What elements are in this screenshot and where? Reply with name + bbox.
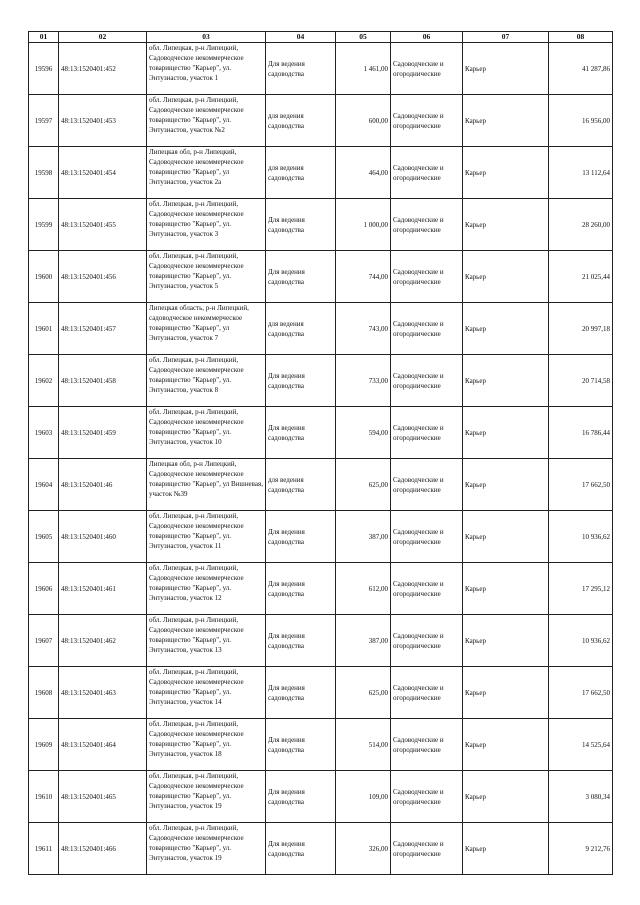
cell-permitted-use: Для ведения садоводства [266,719,336,771]
cell-land-category: Садоводческие и огороднические [391,303,463,355]
table-header [29,32,613,43]
cell-cadastral-value: 13 112,64 [549,147,613,199]
cell-address [147,667,266,719]
cell-zone-name: Карьер [463,43,549,95]
cell-cadastral-number: 48:13:1520401:460 [59,511,147,563]
cell-cadastral-number: 48:13:1520401:454 [59,147,147,199]
cell-zone-name: Карьер [463,459,549,511]
cell-zone-name: Карьер [463,719,549,771]
table-row [29,355,613,407]
cell-cadastral-value: 17 295,12 [549,563,613,615]
land-registry-table [28,31,613,875]
table-row [29,199,613,251]
cell-permitted-use: Для ведения садоводства [266,43,336,95]
cell-permitted-use: Для ведения садоводства [266,563,336,615]
cell-permitted-use: для ведения садоводства [266,147,336,199]
table-row [29,95,613,147]
cell-cadastral-number: 48:13:1520401:461 [59,563,147,615]
cell-area: 600,00 [336,95,391,147]
cell-area: 1 461,00 [336,43,391,95]
address-text: обл. Липецкая, р-н Липецкий, Садоводческое некоммерческое товарищество "Карьер", ул. Энтузиастов, участок 13 [149,616,244,654]
cell-land-category: Садоводческие и огороднические [391,667,463,719]
cell-address [147,407,266,459]
cell-zone-name: Карьер [463,823,549,875]
table-row [29,563,613,615]
cell-cadastral-number: 48:13:1520401:464 [59,719,147,771]
cell-area: 387,00 [336,615,391,667]
address-text: обл. Липецкая, р-н Липецкий, Садоводческое некоммерческое товарищество "Карьер", ул. Энтузиастов, участок 11 [149,512,244,550]
address-text: обл. Липецкая, р-н Липецкий, Садоводческое некоммерческое товарищество "Карьер", ул. Энтузиастов, участок 14 [149,668,244,706]
cell-land-category: Садоводческие и огороднические [391,511,463,563]
cell-area: 387,00 [336,511,391,563]
cell-zone-name: Карьер [463,563,549,615]
cell-permitted-use: Для ведения садоводства [266,667,336,719]
address-text: обл. Липецкая, р-н Липецкий, Садоводческое некоммерческое товарищество "Карьер", ул. Энтузиастов, участок 8 [149,356,244,394]
cell-permitted-use: Для ведения садоводства [266,511,336,563]
cell-land-category: Садоводческие и огороднические [391,199,463,251]
cell-cadastral-number: 48:13:1520401:459 [59,407,147,459]
cell-cadastral-number: 48:13:1520401:455 [59,199,147,251]
cell-row-number: 19609 [29,719,59,771]
table-row [29,147,613,199]
cell-address [147,95,266,147]
cell-zone-name: Карьер [463,95,549,147]
cell-cadastral-value: 16 786,44 [549,407,613,459]
address-text: Липецкая обл, р-н Липецкий, Садоводческое некоммерческое товарищество "Карьер", ул Энтузиастов, участок 2а [149,148,244,186]
cell-cadastral-value: 3 080,34 [549,771,613,823]
cell-permitted-use: Для ведения садоводства [266,615,336,667]
cell-permitted-use: Для ведения садоводства [266,251,336,303]
address-text: обл. Липецкая, р-н Липецкий, Садоводческое некоммерческое товарищество "Карьер", ул. Энтузиастов, участок 19 [149,772,244,810]
cell-row-number: 19607 [29,615,59,667]
cell-area: 464,00 [336,147,391,199]
cell-cadastral-value: 41 287,86 [549,43,613,95]
cell-permitted-use: для ведения садоводства [266,303,336,355]
cell-cadastral-value: 21 025,44 [549,251,613,303]
cell-address [147,199,266,251]
cell-permitted-use: Для ведения садоводства [266,199,336,251]
cell-zone-name: Карьер [463,407,549,459]
cell-area: 744,00 [336,251,391,303]
cell-row-number: 19600 [29,251,59,303]
cell-row-number: 19608 [29,667,59,719]
cell-area: 625,00 [336,667,391,719]
cell-row-number: 19610 [29,771,59,823]
cell-area: 594,00 [336,407,391,459]
cell-land-category: Садоводческие и огороднические [391,563,463,615]
cell-cadastral-number: 48:13:1520401:463 [59,667,147,719]
cell-cadastral-number: 48:13:1520401:465 [59,771,147,823]
cell-land-category: Садоводческие и огороднические [391,147,463,199]
cell-land-category: Садоводческие и огороднические [391,355,463,407]
cell-cadastral-value: 20 997,18 [549,303,613,355]
cell-permitted-use: Для ведения садоводства [266,771,336,823]
cell-cadastral-value: 14 525,64 [549,719,613,771]
cell-row-number: 19596 [29,43,59,95]
cell-cadastral-number: 48:13:1520401:466 [59,823,147,875]
cell-area: 733,00 [336,355,391,407]
cell-area: 326,00 [336,823,391,875]
cell-cadastral-value: 10 936,62 [549,511,613,563]
cell-address [147,459,266,511]
cell-land-category: Садоводческие и огороднические [391,407,463,459]
cell-zone-name: Карьер [463,771,549,823]
header-col-06: 06 [391,32,463,43]
cell-cadastral-value: 10 936,62 [549,615,613,667]
table-row [29,303,613,355]
cell-land-category: Садоводческие и огороднические [391,823,463,875]
table-row [29,43,613,95]
table-row [29,459,613,511]
cell-row-number: 19604 [29,459,59,511]
cell-cadastral-value: 9 212,76 [549,823,613,875]
cell-area: 1 000,00 [336,199,391,251]
cell-cadastral-number: 48:13:1520401:462 [59,615,147,667]
cell-address [147,147,266,199]
cell-land-category: Садоводческие и огороднические [391,719,463,771]
address-text: обл. Липецкая, р-н Липецкий, Садоводческое некоммерческое товарищество "Карьер", ул. Энтузиастов, участок 3 [149,200,244,238]
address-text: обл. Липецкая, р-н Липецкий, Садоводческое некоммерческое товарищество "Карьер", ул. Энтузиастов, участок 5 [149,252,244,290]
cell-zone-name: Карьер [463,303,549,355]
cell-cadastral-number: 48:13:1520401:453 [59,95,147,147]
cell-land-category: Садоводческие и огороднические [391,615,463,667]
table-row [29,719,613,771]
cell-area: 514,00 [336,719,391,771]
address-text: Липецкая обл, р-н Липецкий, Садоводческое некоммерческое товарищество "Карьер", ул Вишневая, участок №39 [149,460,263,498]
cell-row-number: 19603 [29,407,59,459]
cell-permitted-use: Для ведения садоводства [266,823,336,875]
cell-permitted-use: для ведения садоводства [266,459,336,511]
cell-land-category: Садоводческие и огороднические [391,95,463,147]
cell-area: 612,00 [336,563,391,615]
address-text: Липецкая область, р-н Липецкий, садоводческое некоммерческое товарищество "Карьер", ул Энтузиастов, участок 7 [149,304,249,342]
cell-zone-name: Карьер [463,251,549,303]
cell-address [147,355,266,407]
cell-zone-name: Карьер [463,615,549,667]
table-row [29,251,613,303]
table-row [29,667,613,719]
cell-zone-name: Карьер [463,511,549,563]
cell-address [147,303,266,355]
header-col-07: 07 [463,32,549,43]
cell-address [147,615,266,667]
header-col-04: 04 [266,32,336,43]
cell-area: 109,00 [336,771,391,823]
cell-row-number: 19601 [29,303,59,355]
address-text: обл. Липецкая, р-н Липецкий, Садоводческое некоммерческое товарищество "Карьер", ул. Энтузиастов, участок 19 [149,824,244,862]
address-text: обл. Липецкая, р-н Липецкий, Садоводческое некоммерческое товарищество "Карьер", ул. Энтузиастов, участок 1 [149,44,244,82]
cell-land-category: Садоводческие и огороднические [391,771,463,823]
cell-row-number: 19598 [29,147,59,199]
cell-area: 743,00 [336,303,391,355]
cell-cadastral-value: 28 260,00 [549,199,613,251]
cell-address [147,511,266,563]
cell-cadastral-number: 48:13:1520401:458 [59,355,147,407]
cell-zone-name: Карьер [463,147,549,199]
cell-zone-name: Карьер [463,355,549,407]
cell-permitted-use: Для ведения садоводства [266,407,336,459]
cell-address [147,251,266,303]
cell-land-category: Садоводческие и огороднические [391,43,463,95]
header-row [29,32,613,43]
cell-cadastral-value: 17 662,50 [549,667,613,719]
cell-cadastral-value: 17 662,50 [549,459,613,511]
cell-land-category: Садоводческие и огороднические [391,251,463,303]
address-text: обл. Липецкая, р-н Липецкий, Садоводческое некоммерческое товарищество "Карьер", ул. Энтузиастов, участок №2 [149,96,244,134]
cell-row-number: 19597 [29,95,59,147]
cell-address [147,43,266,95]
header-col-02: 02 [59,32,147,43]
address-text: обл. Липецкая, р-н Липецкий, Садоводческое некоммерческое товарищество "Карьер", ул. Энтузиастов, участок 18 [149,720,244,758]
table-body [29,43,613,875]
cell-address [147,771,266,823]
header-col-08: 08 [549,32,613,43]
cell-land-category: Садоводческие и огороднические [391,459,463,511]
cell-cadastral-number: 48:13:1520401:452 [59,43,147,95]
cell-row-number: 19599 [29,199,59,251]
cell-address [147,563,266,615]
table-row [29,511,613,563]
cell-cadastral-number: 48:13:1520401:456 [59,251,147,303]
header-col-05: 05 [336,32,391,43]
cell-row-number: 19605 [29,511,59,563]
cell-cadastral-number: 48:13:1520401:457 [59,303,147,355]
cell-row-number: 19602 [29,355,59,407]
header-col-01: 01 [29,32,59,43]
cell-address [147,719,266,771]
cell-zone-name: Карьер [463,199,549,251]
cell-cadastral-value: 16 956,00 [549,95,613,147]
cell-permitted-use: Для ведения садоводства [266,355,336,407]
cell-zone-name: Карьер [463,667,549,719]
table-row [29,615,613,667]
table-row [29,407,613,459]
cell-permitted-use: для ведения садоводства [266,95,336,147]
cell-cadastral-number: 48:13:1520401:46 [59,459,147,511]
header-col-03: 03 [147,32,266,43]
cell-area: 625,00 [336,459,391,511]
table-row [29,823,613,875]
cell-address [147,823,266,875]
table-row [29,771,613,823]
cell-row-number: 19606 [29,563,59,615]
address-text: обл. Липецкая, р-н Липецкий, Садоводческое некоммерческое товарищество "Карьер", ул. Энтузиастов, участок 10 [149,408,244,446]
address-text: обл. Липецкая, р-н Липецкий, Садоводческое некоммерческое товарищество "Карьер", ул. Энтузиастов, участок 12 [149,564,244,602]
cell-row-number: 19611 [29,823,59,875]
cell-cadastral-value: 20 714,58 [549,355,613,407]
